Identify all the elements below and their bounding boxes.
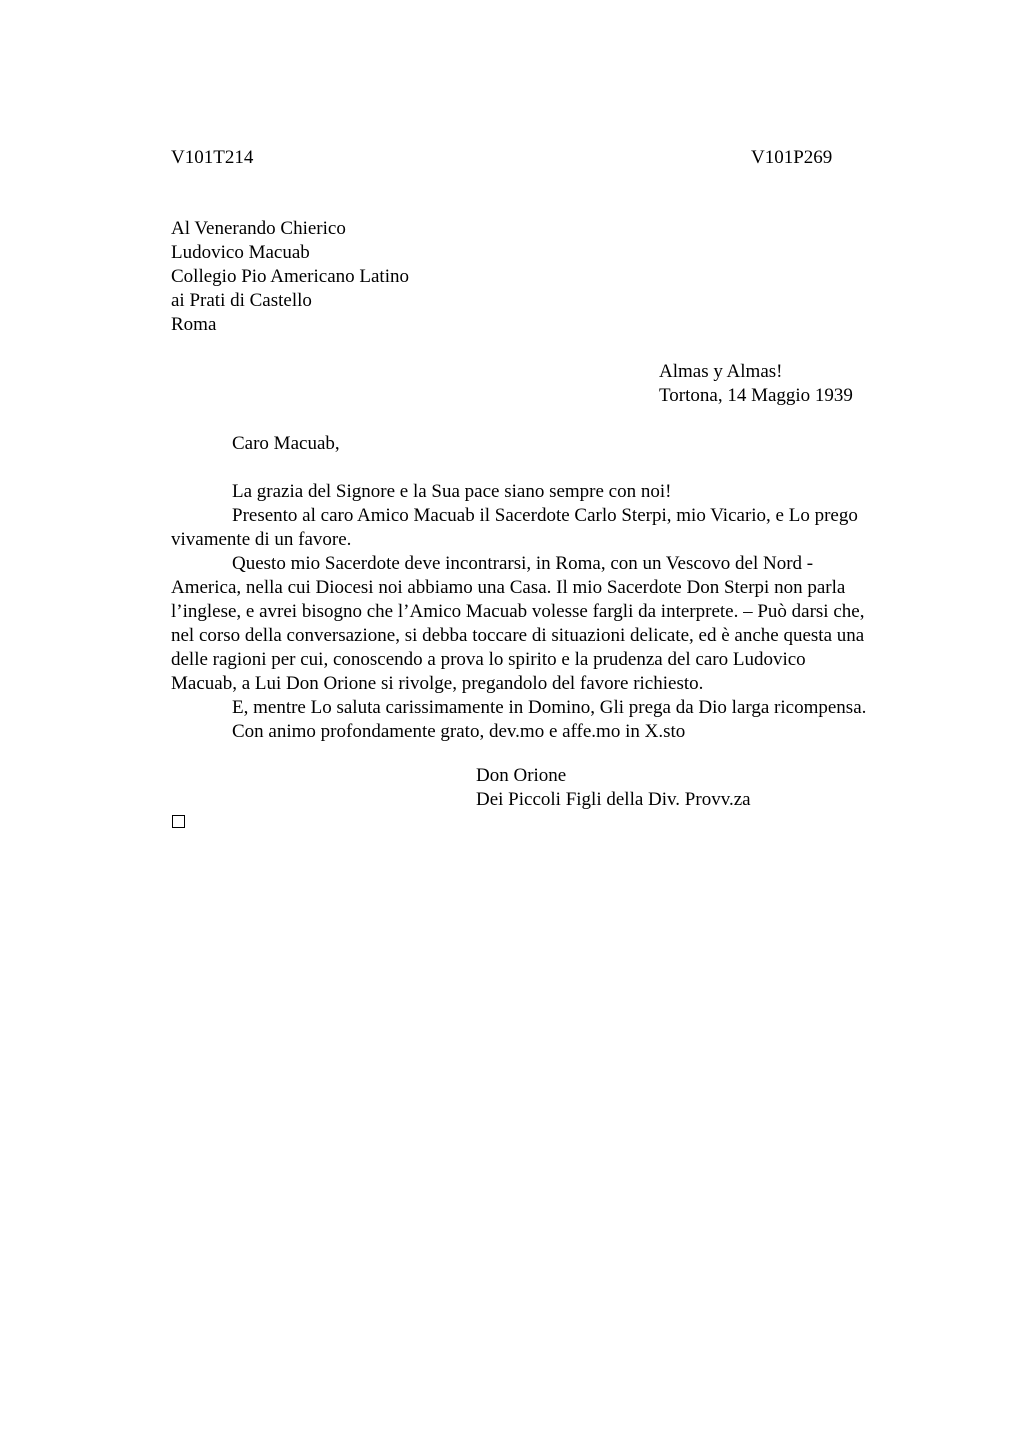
paragraph-continuation: l’inglese, e avrei bisogno che l’Amico Macuab volesse fargli da interprete. – Può darsi che, [171, 601, 865, 622]
letter-body [171, 480, 931, 744]
empty-square-icon [172, 815, 185, 828]
address-line: Al Venerando Chierico [171, 218, 346, 239]
paragraph: La grazia del Signore e la Sua pace siano sempre con noi! [232, 481, 672, 502]
salutation: Caro Macuab, [232, 433, 340, 454]
place-date: Tortona, 14 Maggio 1939 [659, 385, 853, 406]
paragraph-continuation: America, nella cui Diocesi noi abbiamo una Casa. Il mio Sacerdote Don Sterpi non parla [171, 577, 846, 598]
recipient-address [171, 217, 409, 337]
date-block [659, 360, 853, 408]
reference-code-right: V101P269 [751, 147, 833, 168]
paragraph-continuation: vivamente di un favore. [171, 529, 352, 550]
paragraph: E, mentre Lo saluta carissimamente in Domino, Gli prega da Dio larga ricompensa. [232, 697, 867, 718]
paragraph-continuation: Macuab, a Lui Don Orione si rivolge, pregandolo del favore richiesto. [171, 673, 704, 694]
address-line: ai Prati di Castello [171, 290, 312, 311]
paragraph-continuation: delle ragioni per cui, conoscendo a prova lo spirito e la prudenza del caro Ludovico [171, 649, 806, 670]
paragraph-continuation: nel corso della conversazione, si debba toccare di situazioni delicate, ed è anche questa una [171, 625, 865, 646]
motto: Almas y Almas! [659, 361, 783, 382]
paragraph: Presento al caro Amico Macuab il Sacerdote Carlo Sterpi, mio Vicario, e Lo prego [232, 505, 858, 526]
paragraph: Con animo profondamente grato, dev.mo e affe.mo in X.sto [232, 721, 686, 742]
address-line: Roma [171, 314, 217, 335]
signature-block [476, 764, 751, 812]
paragraph: Questo mio Sacerdote deve incontrarsi, in Roma, con un Vescovo del Nord - [232, 553, 814, 574]
signature-title: Dei Piccoli Figli della Div. Provv.za [476, 789, 751, 810]
reference-code-left: V101T214 [171, 147, 254, 168]
signature-name: Don Orione [476, 765, 567, 786]
address-line: Collegio Pio Americano Latino [171, 266, 409, 287]
address-line: Ludovico Macuab [171, 242, 310, 263]
